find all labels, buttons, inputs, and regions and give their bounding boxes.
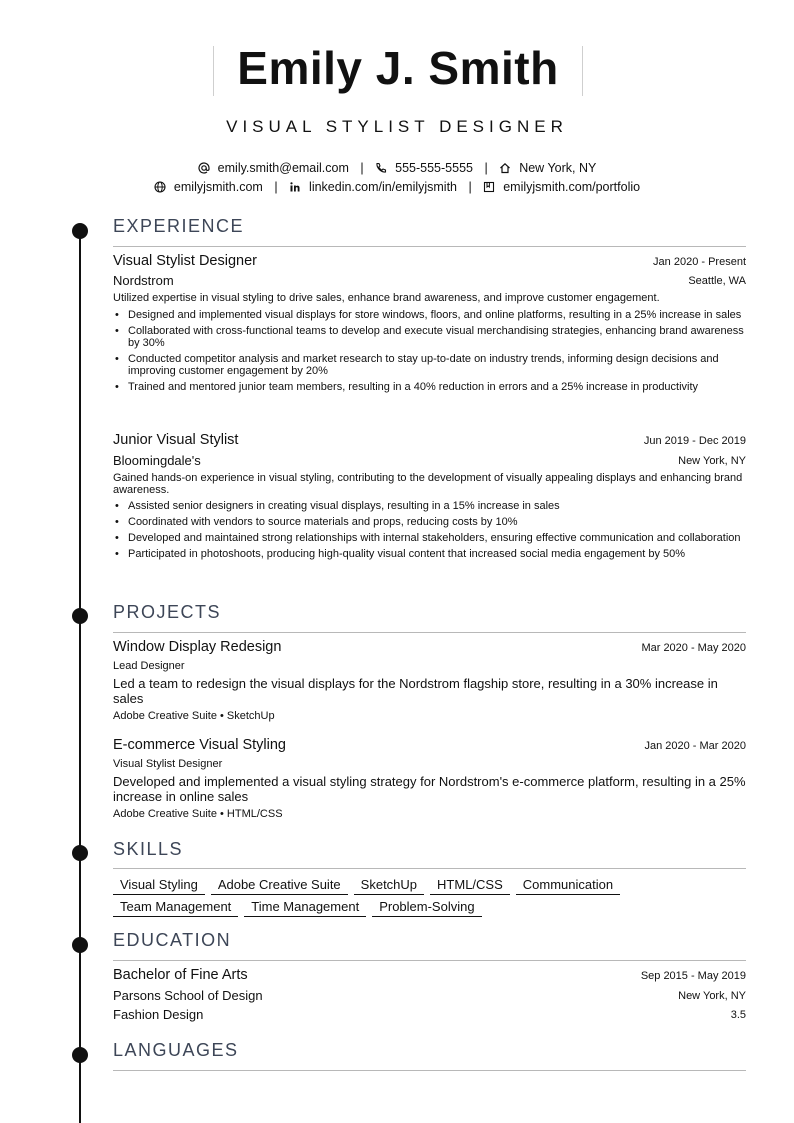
list-item: • Conducted competitor analysis and market research to stay up-to-date on industry trends, informing design decisions and improving customer engagement by 20% xyxy=(113,353,746,377)
job-title: VISUAL STYLIST DESIGNER xyxy=(226,117,568,136)
job-company: Bloomingdale's xyxy=(113,453,201,468)
list-item: • Trained and mentored junior team members, resulting in a 40% reduction in errors and a 25% increase in productivity xyxy=(113,381,746,393)
list-item: • Collaborated with cross-functional teams to develop and execute visual merchandising strategies, enhancing brand awareness by 30% xyxy=(113,325,746,349)
email-link[interactable]: emily.smith@email.com xyxy=(217,160,349,175)
project-description: Led a team to redesign the visual displays for the Nordstrom flagship store, resulting in a 30% increase in sales xyxy=(113,676,718,706)
job-bullets xyxy=(113,500,746,564)
list-item: • Designed and implemented visual displays for store windows, floors, and online platforms, resulting in a 25% increase in sales xyxy=(113,309,746,321)
skill-tag: Visual Styling xyxy=(113,877,205,895)
linkedin-link[interactable]: linkedin.com/in/emilyjsmith xyxy=(309,179,458,194)
job-dates: Jan 2020 - Present xyxy=(653,256,746,268)
phone-icon xyxy=(375,162,387,174)
job-location: New York, NY xyxy=(678,455,746,467)
contact-line-2 xyxy=(0,179,794,194)
project-dates: Jan 2020 - Mar 2020 xyxy=(644,740,746,752)
website-link[interactable]: emilyjsmith.com xyxy=(173,179,263,194)
list-item: • Coordinated with vendors to source materials and props, reducing costs by 10% xyxy=(113,516,746,528)
skill-tag: Problem-Solving xyxy=(372,899,481,917)
section-divider xyxy=(113,1070,746,1071)
globe-icon xyxy=(154,181,166,193)
job-role: Visual Stylist Designer xyxy=(113,253,257,269)
separator: | xyxy=(468,179,472,194)
project-role: Visual Stylist Designer xyxy=(113,758,223,770)
linkedin-icon xyxy=(289,181,301,193)
skill-tag: Adobe Creative Suite xyxy=(211,877,348,895)
section-divider xyxy=(113,960,746,961)
location-text: New York, NY xyxy=(519,160,597,175)
projects-heading: PROJECTS xyxy=(113,602,222,622)
separator: | xyxy=(274,179,278,194)
languages-heading: LANGUAGES xyxy=(113,1040,239,1060)
list-item: • Assisted senior designers in creating visual displays, resulting in a 15% increase in sales xyxy=(113,500,746,512)
project-name: Window Display Redesign xyxy=(113,639,282,655)
job-location: Seattle, WA xyxy=(688,275,746,287)
education-school: Parsons School of Design xyxy=(113,988,263,1003)
skill-tag: Team Management xyxy=(113,899,238,917)
skill-tag: Communication xyxy=(516,877,620,895)
project-tools: Adobe Creative Suite • HTML/CSS xyxy=(113,808,283,820)
skills-list xyxy=(113,876,746,920)
list-item: • Developed and maintained strong relationships with internal stakeholders, ensuring effective communication and collaboration xyxy=(113,532,746,544)
education-location: New York, NY xyxy=(678,990,746,1002)
portfolio-icon xyxy=(483,181,495,193)
project-description: Developed and implemented a visual styling strategy for Nordstrom's e-commerce platform, resulting in a 25% increase in online sales xyxy=(113,774,746,804)
job-summary: Gained hands-on experience in visual styling, contributing to the development of visually appealing displays and enhancing brand awareness. xyxy=(113,472,743,496)
section-divider xyxy=(113,246,746,247)
education-dates: Sep 2015 - May 2019 xyxy=(640,970,746,982)
skill-tag: SketchUp xyxy=(354,877,424,895)
list-item: • Participated in photoshoots, producing high-quality visual content that increased social media engagement by 50% xyxy=(113,548,746,560)
separator: | xyxy=(484,160,488,175)
project-role: Lead Designer xyxy=(113,660,185,672)
timeline-dot xyxy=(72,937,88,953)
experience-heading: EXPERIENCE xyxy=(113,216,245,236)
job-role: Junior Visual Stylist xyxy=(113,432,239,448)
job-bullets xyxy=(113,309,746,397)
job-summary: Utilized expertise in visual styling to drive sales, enhance brand awareness, and improve customer engagement. xyxy=(113,292,660,304)
timeline-dot xyxy=(72,223,88,239)
skill-tag: HTML/CSS xyxy=(430,877,510,895)
education-gpa: 3.5 xyxy=(730,1009,746,1021)
timeline-dot xyxy=(72,1047,88,1063)
section-divider xyxy=(113,868,746,869)
phone-text[interactable]: 555-555-5555 xyxy=(395,160,473,175)
project-dates: Mar 2020 - May 2020 xyxy=(641,642,746,654)
email-icon xyxy=(198,162,210,174)
project-name: E-commerce Visual Styling xyxy=(113,737,286,753)
name-box xyxy=(213,42,583,96)
education-field: Fashion Design xyxy=(113,1007,204,1022)
job-company: Nordstrom xyxy=(113,273,174,288)
home-icon xyxy=(499,162,511,174)
portfolio-link[interactable]: emilyjsmith.com/portfolio xyxy=(503,179,641,194)
timeline-line xyxy=(79,230,81,1123)
candidate-name: Emily J. Smith xyxy=(237,42,559,94)
timeline-dot xyxy=(72,608,88,624)
project-tools: Adobe Creative Suite • SketchUp xyxy=(113,710,275,722)
separator: | xyxy=(360,160,364,175)
education-heading: EDUCATION xyxy=(113,930,232,950)
timeline-dot xyxy=(72,845,88,861)
section-divider xyxy=(113,632,746,633)
contact-line-1 xyxy=(0,160,794,175)
skills-heading: SKILLS xyxy=(113,839,184,859)
job-dates: Jun 2019 - Dec 2019 xyxy=(643,435,746,447)
skill-tag: Time Management xyxy=(244,899,366,917)
education-degree: Bachelor of Fine Arts xyxy=(113,967,248,983)
